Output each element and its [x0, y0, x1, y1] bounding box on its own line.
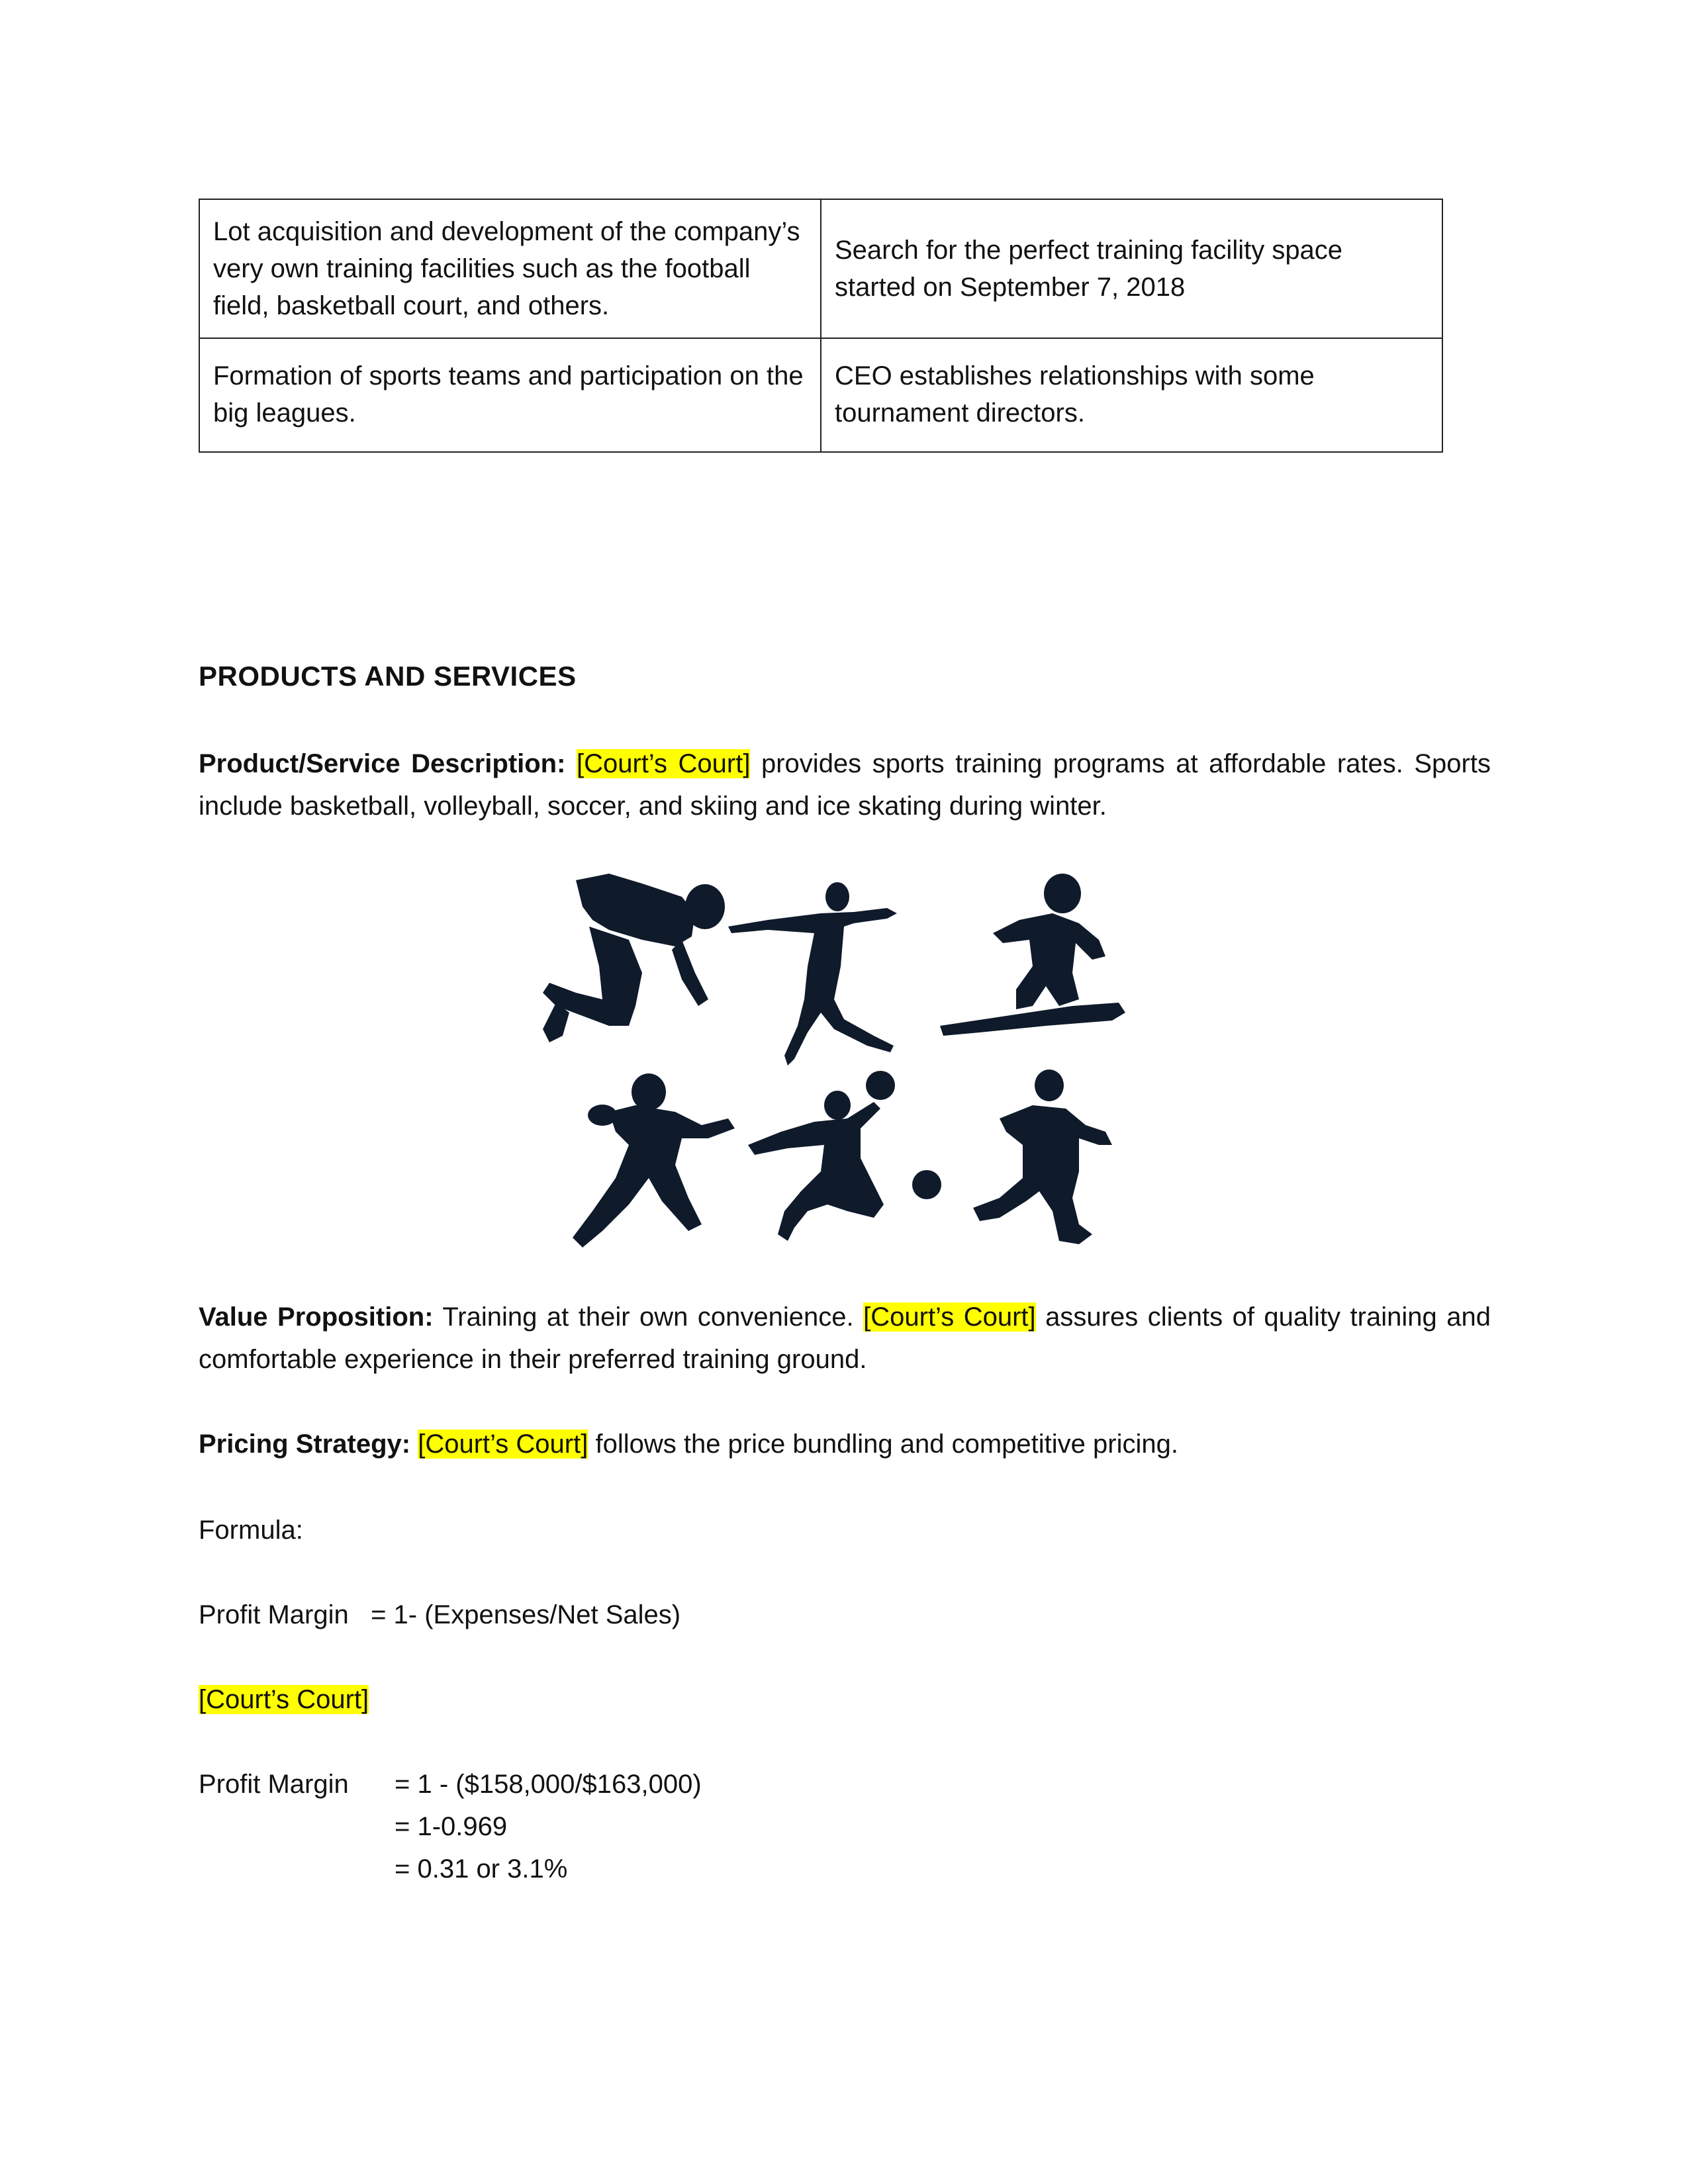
pricing-strategy-label: Pricing Strategy: [199, 1430, 411, 1459]
value-proposition-label: Value Proposition: [199, 1302, 434, 1332]
section-title: PRODUCTS AND SERVICES [199, 660, 577, 692]
calculation-step: = 1-0.969 [395, 1812, 508, 1841]
profit-margin-calculation [199, 1763, 702, 1890]
value-proposition-text-after: assures clients of quality training and comfortable experience in their preferred training ground. [199, 1302, 1491, 1374]
company-name-highlight: [Court’s Court] [199, 1685, 369, 1714]
ball-icon [912, 1170, 941, 1199]
table-cell: Lot acquisition and development of the company’s very own training facilities such as the football field, basketball court, and others. [199, 199, 821, 338]
formula-label: Formula: [199, 1516, 303, 1545]
product-description-label: Product/Service Description: [199, 749, 566, 778]
runner-silhouette-icon [543, 874, 725, 1042]
sports-silhouettes-image [530, 867, 1125, 1257]
table-row [199, 338, 1442, 452]
soccer-player-silhouette-icon [973, 1069, 1112, 1244]
pricing-strategy-text: follows the price bundling and competitive pricing. [588, 1430, 1178, 1459]
table-cell: CEO establishes relationships with some tournament directors. [821, 338, 1442, 452]
company-name-highlight: [Court’s Court] [418, 1430, 588, 1459]
milestones-table [199, 199, 1443, 453]
calculation-step: = 1 - ($158,000/$163,000) [395, 1770, 702, 1799]
product-description-text: provides sports training programs at affordable rates. Sports include basketball, volleyball, soccer, and skiing and ice skating during winter. [199, 749, 1491, 821]
value-proposition-text-before: Training at their own convenience. [433, 1302, 864, 1332]
formula-line: Profit Margin = 1- (Expenses/Net Sales) [199, 1600, 681, 1629]
value-proposition-paragraph [199, 1296, 1491, 1381]
table-cell: Search for the perfect training facility space started on September 7, 2018 [821, 199, 1442, 338]
thrower-silhouette-icon [728, 882, 897, 1066]
table-cell: Formation of sports teams and participation on the big leagues. [199, 338, 821, 452]
volleyball-player-silhouette-icon [748, 1071, 895, 1241]
table-row [199, 199, 1442, 338]
pricing-strategy-paragraph [199, 1423, 1491, 1465]
product-description-paragraph [199, 743, 1491, 827]
company-name-highlight: [Court’s Court] [863, 1302, 1036, 1332]
calculation-step: = 0.31 or 3.1% [395, 1854, 568, 1884]
company-name-highlight: [Court’s Court] [576, 749, 751, 778]
profit-margin-label: Profit Margin [199, 1770, 349, 1799]
company-heading [199, 1678, 1491, 1721]
calculation-line [199, 1763, 702, 1805]
football-player-silhouette-icon [573, 1073, 735, 1248]
snowboarder-silhouette-icon [940, 874, 1125, 1036]
